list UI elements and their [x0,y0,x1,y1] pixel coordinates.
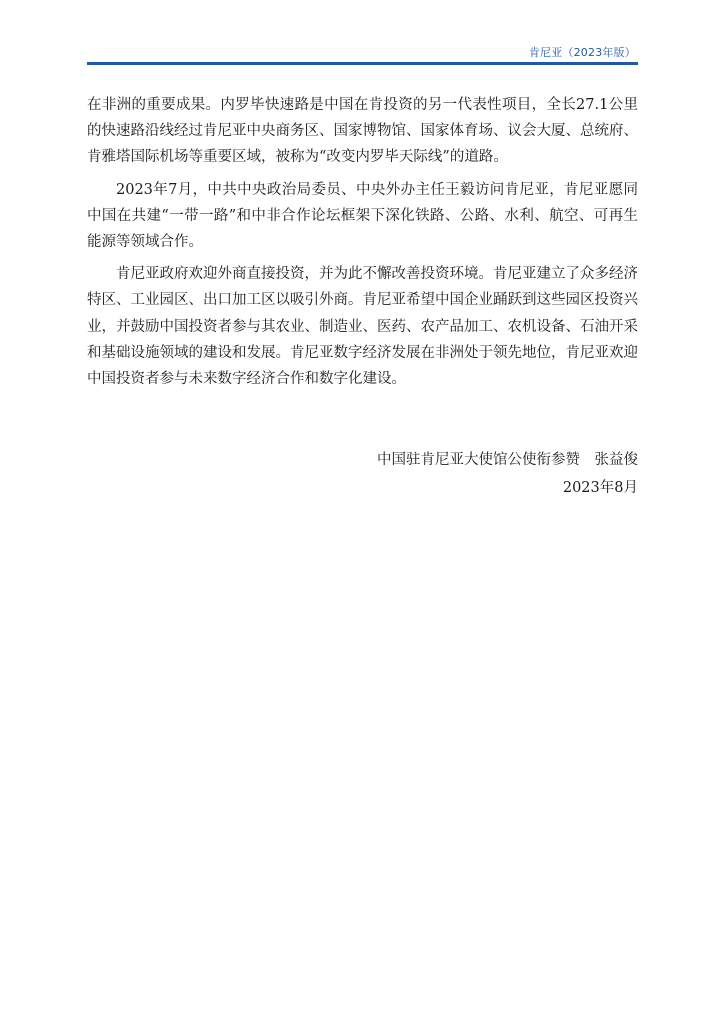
signature-author: 中国驻肯尼亚大使馆公使衔参赞 张益俊 [377,452,638,468]
paragraph-2: 2023年7月，中共中央政治局委员、中央外办主任王毅访问肯尼亚，肯尼亚愿同中国在共建“一带一路”和中非合作论坛框架下深化铁路、公路、水利、航空、可再生能源等领域合作。 [87,181,638,251]
page-header-title: 肯尼亚（2023年版） [528,46,636,59]
paragraph-1: 在非洲的重要成果。内罗毕快速路是中国在肯投资的另一代表性项目，全长27.1公里的快速路沿线经过肯尼亚中央商务区、国家博物馆、国家体育场、议会大厦、总统府、肯雅塔国际机场等重要区域，被称为“改变内罗毕天际线”的道路。 [87,97,638,166]
signature-date: 2023年8月 [562,480,638,496]
header-divider [87,62,638,65]
signature-block [377,446,638,502]
document-body [87,92,638,398]
paragraph-3: 肯尼亚政府欢迎外商直接投资，并为此不懈改善投资环境。肯尼亚建立了众多经济特区、工业园区、出口加工区以吸引外商。肯尼亚希望中国企业踊跃到这些园区投资兴业，并鼓励中国投资者参与其农业、制造业、医药、农产品加工、农机设备、石油开采和基础设施领域的建设和发展。肯尼亚数字经济发展在非洲处于领先地位，肯尼亚欢迎中国投资者参与未来数字经济合作和数字化建设。 [87,266,638,388]
